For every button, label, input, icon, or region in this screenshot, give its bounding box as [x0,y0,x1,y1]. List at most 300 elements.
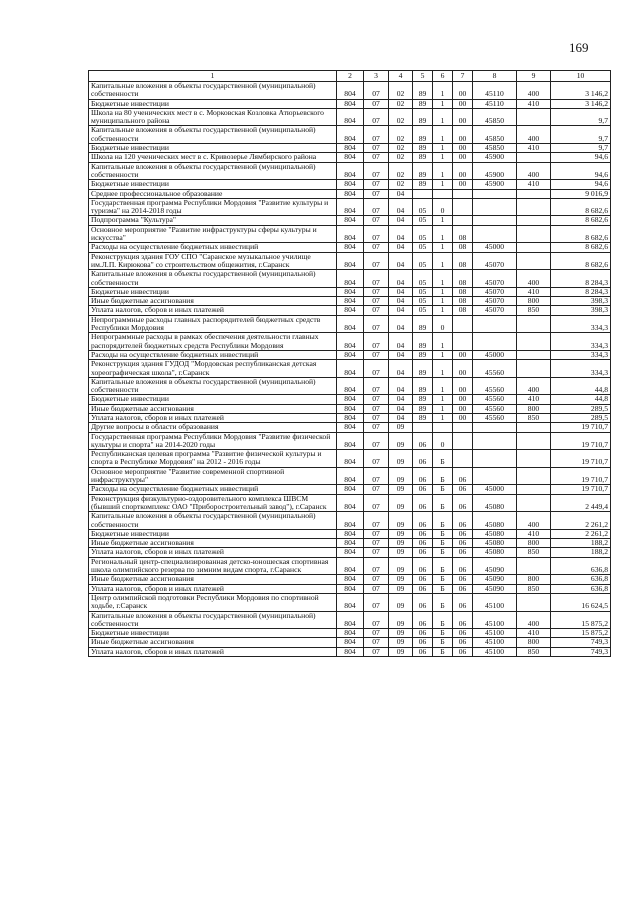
row-code-cell [517,593,551,611]
row-amount-cell: 2 261,2 [551,512,611,530]
row-code-cell: 804 [337,485,364,494]
row-code-cell: 07 [364,153,389,162]
table-row [89,162,611,180]
row-code-cell: 804 [337,584,364,593]
row-code-cell: 00 [453,350,473,359]
row-amount-cell: 94,6 [551,180,611,189]
row-name-cell: Иные бюджетные ассигнования [89,297,337,306]
row-code-cell: 08 [453,297,473,306]
row-code-cell: 05 [413,297,433,306]
row-code-cell: 06 [453,485,473,494]
row-code-cell: Б [433,611,453,629]
row-code-cell: 06 [413,647,433,656]
table-row [89,315,611,333]
row-code-cell: 07 [364,494,389,512]
row-code-cell: 05 [413,252,433,270]
row-code-cell: 09 [389,647,413,656]
row-code-cell: 1 [433,270,453,288]
row-code-cell: 804 [337,638,364,647]
row-code-cell: 00 [453,404,473,413]
row-code-cell: 804 [337,413,364,422]
row-code-cell: 09 [389,611,413,629]
row-code-cell: Б [433,485,453,494]
row-code-cell: 06 [413,494,433,512]
row-amount-cell: 19 710,7 [551,423,611,432]
row-code-cell: Б [433,584,453,593]
table-row [89,423,611,432]
row-amount-cell: 8 682,6 [551,252,611,270]
row-name-cell: Бюджетные инвестиции [89,395,337,404]
row-amount-cell: 2 449,4 [551,494,611,512]
row-code-cell: 89 [413,162,433,180]
row-code-cell: 07 [364,467,389,485]
row-code-cell: 45070 [473,306,517,315]
row-code-cell: 800 [517,539,551,548]
row-code-cell: 45900 [473,162,517,180]
row-name-cell: Республиканская целевая программа "Развитие физической культуры и спорта в Республике Мордовия" на 2012 - 2016 годы [89,450,337,468]
row-amount-cell: 94,6 [551,162,611,180]
table-row [89,593,611,611]
row-code-cell: 07 [364,180,389,189]
row-code-cell: 08 [453,243,473,252]
table-row [89,395,611,404]
row-code-cell: 0 [433,315,453,333]
row-code-cell: 04 [389,377,413,395]
row-code-cell: 804 [337,99,364,108]
row-amount-cell: 636,8 [551,557,611,575]
row-code-cell: 00 [453,82,473,100]
row-code-cell: 02 [389,144,413,153]
row-code-cell [517,225,551,243]
table-row [89,485,611,494]
row-code-cell: 89 [413,180,433,189]
row-code-cell: 08 [453,306,473,315]
row-code-cell: 04 [389,189,413,198]
row-code-cell: 04 [389,360,413,378]
row-code-cell: 04 [389,243,413,252]
row-code-cell: 05 [413,306,433,315]
row-code-cell: 45080 [473,529,517,538]
row-code-cell: 850 [517,413,551,422]
row-code-cell: 06 [413,529,433,538]
row-code-cell [453,198,473,216]
row-name-cell: Государственная программа Республики Мордовия "Развитие физической культуры и спорта" на 2014-2020 годы [89,432,337,450]
row-code-cell: Б [433,557,453,575]
row-code-cell: 45850 [473,144,517,153]
row-code-cell: 00 [453,144,473,153]
row-amount-cell: 636,8 [551,575,611,584]
row-amount-cell: 44,8 [551,395,611,404]
row-amount-cell: 19 710,7 [551,485,611,494]
table-row [89,243,611,252]
row-code-cell: 09 [389,450,413,468]
row-code-cell: 410 [517,629,551,638]
row-code-cell: 09 [389,557,413,575]
row-code-cell: 09 [389,512,413,530]
row-name-cell: Уплата налогов, сборов и иных платежей [89,413,337,422]
row-code-cell: 07 [364,360,389,378]
row-code-cell: 804 [337,539,364,548]
row-amount-cell: 188,2 [551,539,611,548]
table-row [89,252,611,270]
row-code-cell [413,189,433,198]
row-code-cell: 1 [433,404,453,413]
row-code-cell: 09 [389,432,413,450]
row-code-cell: 08 [453,287,473,296]
col-header: 7 [453,71,473,82]
row-code-cell: 1 [433,297,453,306]
row-code-cell: Б [433,494,453,512]
row-name-cell: Непрограммные расходы главных распорядителей бюджетных средств Республики Мордовия [89,315,337,333]
row-code-cell: 05 [413,225,433,243]
row-name-cell: Бюджетные инвестиции [89,180,337,189]
table-row [89,467,611,485]
col-header: 1 [89,71,337,82]
row-code-cell: 00 [453,180,473,189]
row-code-cell: 89 [413,404,433,413]
row-code-cell: 09 [389,539,413,548]
row-code-cell [517,467,551,485]
row-code-cell: 400 [517,377,551,395]
row-code-cell: 09 [389,638,413,647]
row-code-cell: 0 [433,198,453,216]
row-code-cell: 07 [364,287,389,296]
row-name-cell: Расходы на осуществление бюджетных инвестиций [89,485,337,494]
row-code-cell: 07 [364,225,389,243]
row-code-cell: 804 [337,153,364,162]
row-amount-cell: 334,3 [551,350,611,359]
row-code-cell [517,189,551,198]
row-amount-cell: 8 682,6 [551,243,611,252]
row-code-cell: 89 [413,360,433,378]
row-code-cell: 1 [433,126,453,144]
row-code-cell: 06 [413,432,433,450]
table-row [89,512,611,530]
row-code-cell: 804 [337,216,364,225]
row-code-cell: 06 [413,629,433,638]
table-row [89,377,611,395]
row-code-cell: 07 [364,548,389,557]
row-code-cell: 06 [453,611,473,629]
table-row [89,198,611,216]
row-amount-cell: 16 624,5 [551,593,611,611]
row-code-cell: 06 [413,638,433,647]
row-code-cell: 400 [517,162,551,180]
row-code-cell: 804 [337,252,364,270]
row-code-cell: 04 [389,225,413,243]
row-name-cell: Иные бюджетные ассигнования [89,539,337,548]
row-code-cell [473,315,517,333]
page-number: 169 [569,40,589,55]
row-code-cell [517,450,551,468]
row-code-cell [517,360,551,378]
row-code-cell: 410 [517,144,551,153]
row-code-cell: 06 [413,485,433,494]
row-code-cell: 07 [364,252,389,270]
row-code-cell: 1 [433,360,453,378]
row-code-cell: 05 [413,198,433,216]
row-code-cell: 07 [364,189,389,198]
row-name-cell: Уплата налогов, сборов и иных платежей [89,306,337,315]
row-code-cell: 07 [364,108,389,126]
row-code-cell: 09 [389,529,413,538]
row-code-cell [473,467,517,485]
table-row [89,360,611,378]
row-code-cell [473,225,517,243]
row-code-cell: 04 [389,350,413,359]
row-code-cell: 804 [337,557,364,575]
table-body [89,82,611,657]
table-row [89,306,611,315]
table-row [89,557,611,575]
row-code-cell: Б [433,638,453,647]
row-code-cell: 89 [413,315,433,333]
row-code-cell: 04 [389,198,413,216]
col-header: 9 [517,71,551,82]
row-code-cell: 00 [453,360,473,378]
row-code-cell: 00 [453,395,473,404]
row-name-cell: Иные бюджетные ассигнования [89,638,337,647]
row-code-cell: 09 [389,485,413,494]
row-amount-cell: 188,2 [551,548,611,557]
table-row [89,575,611,584]
row-code-cell: Б [433,467,453,485]
row-code-cell [453,189,473,198]
row-code-cell: 804 [337,108,364,126]
table-row [89,548,611,557]
row-amount-cell: 15 875,2 [551,611,611,629]
row-code-cell [517,243,551,252]
row-amount-cell: 9,7 [551,144,611,153]
row-amount-cell: 9,7 [551,126,611,144]
row-code-cell: 45000 [473,485,517,494]
row-code-cell: 04 [389,413,413,422]
table-row [89,539,611,548]
row-code-cell: 07 [364,82,389,100]
row-code-cell: 09 [389,548,413,557]
row-code-cell: Б [433,593,453,611]
row-code-cell: 06 [453,548,473,557]
table-row [89,638,611,647]
row-code-cell: 45070 [473,297,517,306]
row-code-cell: 07 [364,575,389,584]
row-name-cell: Основное мероприятие "Развитие современной спортивной инфраструктуры" [89,467,337,485]
row-code-cell: 89 [413,82,433,100]
row-code-cell: 804 [337,494,364,512]
row-amount-cell: 9,7 [551,108,611,126]
row-code-cell [433,189,453,198]
row-code-cell: 804 [337,82,364,100]
row-code-cell [453,315,473,333]
row-amount-cell: 398,3 [551,297,611,306]
row-code-cell: 850 [517,584,551,593]
table-row [89,287,611,296]
row-amount-cell: 3 146,2 [551,99,611,108]
row-code-cell: 45560 [473,413,517,422]
row-code-cell: 07 [364,512,389,530]
row-code-cell: 07 [364,315,389,333]
row-code-cell: 04 [389,270,413,288]
row-code-cell: 410 [517,99,551,108]
row-code-cell: 08 [453,270,473,288]
row-code-cell: 02 [389,126,413,144]
row-code-cell: 02 [389,82,413,100]
row-code-cell [517,315,551,333]
row-code-cell: 804 [337,180,364,189]
row-code-cell: 45100 [473,638,517,647]
row-name-cell: Среднее профессиональное образование [89,189,337,198]
row-code-cell: 06 [413,450,433,468]
budget-table [88,70,611,657]
row-name-cell: Капитальные вложения в объекты государственной (муниципальной) собственности [89,162,337,180]
row-code-cell: 1 [433,99,453,108]
table-row [89,413,611,422]
row-code-cell: Б [433,629,453,638]
col-header: 2 [337,71,364,82]
row-code-cell: 45850 [473,108,517,126]
row-name-cell: Расходы на осуществление бюджетных инвестиций [89,243,337,252]
row-code-cell: 804 [337,432,364,450]
row-code-cell: 804 [337,647,364,656]
row-code-cell: 804 [337,350,364,359]
table-row [89,180,611,189]
row-code-cell: 1 [433,243,453,252]
row-code-cell: 804 [337,287,364,296]
row-code-cell: 07 [364,485,389,494]
row-code-cell [517,494,551,512]
row-code-cell: 45090 [473,557,517,575]
row-code-cell: 07 [364,333,389,351]
row-code-cell [517,252,551,270]
row-code-cell: 00 [453,153,473,162]
row-code-cell: 804 [337,360,364,378]
row-code-cell: 07 [364,593,389,611]
row-code-cell: 07 [364,162,389,180]
row-code-cell: 07 [364,377,389,395]
row-code-cell: 45900 [473,153,517,162]
row-code-cell: 89 [413,126,433,144]
row-code-cell: 804 [337,467,364,485]
row-code-cell: 800 [517,638,551,647]
table-row [89,333,611,351]
row-name-cell: Уплата налогов, сборов и иных платежей [89,647,337,656]
table-row [89,297,611,306]
row-code-cell: 804 [337,529,364,538]
table-row [89,350,611,359]
row-code-cell: 04 [389,287,413,296]
row-name-cell: Бюджетные инвестиции [89,287,337,296]
row-amount-cell: 749,3 [551,647,611,656]
row-code-cell: 804 [337,126,364,144]
row-code-cell: 07 [364,638,389,647]
row-name-cell: Реконструкция здания ГУДОД "Мордовская республиканская детская хореографическая школа", г.Саранск [89,360,337,378]
row-name-cell: Расходы на осуществление бюджетных инвестиций [89,350,337,359]
row-code-cell: 1 [433,287,453,296]
row-code-cell [473,216,517,225]
row-code-cell: 804 [337,306,364,315]
row-name-cell: Государственная программа Республики Мордовия "Развитие культуры и туризма" на 2014-2018 годы [89,198,337,216]
row-code-cell: 804 [337,611,364,629]
row-code-cell: 07 [364,611,389,629]
row-code-cell: 00 [453,377,473,395]
row-amount-cell: 8 284,3 [551,287,611,296]
row-code-cell [473,198,517,216]
row-code-cell: 0 [433,432,453,450]
row-code-cell: 89 [413,153,433,162]
row-code-cell: 07 [364,297,389,306]
row-name-cell: Иные бюджетные ассигнования [89,404,337,413]
table-row [89,99,611,108]
row-code-cell [517,198,551,216]
row-amount-cell: 289,5 [551,404,611,413]
row-code-cell: 07 [364,413,389,422]
row-code-cell: 89 [413,377,433,395]
row-code-cell: 804 [337,297,364,306]
row-code-cell: Б [433,575,453,584]
row-code-cell: 07 [364,198,389,216]
row-name-cell: Уплата налогов, сборов и иных платежей [89,548,337,557]
row-name-cell: Капитальные вложения в объекты государственной (муниципальной) собственности [89,82,337,100]
row-code-cell: 07 [364,144,389,153]
col-header: 3 [364,71,389,82]
row-code-cell: 400 [517,512,551,530]
table-row [89,404,611,413]
row-amount-cell: 2 261,2 [551,529,611,538]
row-code-cell: 07 [364,350,389,359]
row-amount-cell: 3 146,2 [551,82,611,100]
row-name-cell: Бюджетные инвестиции [89,144,337,153]
row-code-cell: 07 [364,432,389,450]
row-code-cell: 804 [337,629,364,638]
row-code-cell: 850 [517,548,551,557]
row-code-cell: 06 [413,611,433,629]
table-row [89,270,611,288]
row-name-cell: Бюджетные инвестиции [89,629,337,638]
row-code-cell: 45100 [473,593,517,611]
row-code-cell: 09 [389,494,413,512]
row-code-cell: 02 [389,108,413,126]
row-code-cell: 800 [517,575,551,584]
row-code-cell: 800 [517,297,551,306]
row-code-cell: 45100 [473,629,517,638]
table-row [89,189,611,198]
row-code-cell: 07 [364,306,389,315]
row-code-cell: 400 [517,82,551,100]
row-code-cell: Б [433,647,453,656]
row-code-cell: 804 [337,377,364,395]
row-code-cell: 00 [453,126,473,144]
row-code-cell: 45110 [473,99,517,108]
row-name-cell: Реконструкция физкультурно-оздоровительного комплекса ШВСМ (бывший спорткомплекс ОАО "Приборостроительный завод"), г.Саранск [89,494,337,512]
row-code-cell: 04 [389,297,413,306]
row-code-cell: 06 [453,638,473,647]
row-code-cell: 07 [364,404,389,413]
row-code-cell: 400 [517,611,551,629]
table-row [89,629,611,638]
row-code-cell: 06 [413,548,433,557]
row-code-cell: 1 [433,144,453,153]
row-code-cell: Б [433,539,453,548]
row-code-cell: 02 [389,180,413,189]
row-code-cell: 45080 [473,548,517,557]
row-code-cell: 410 [517,180,551,189]
row-code-cell: 06 [453,529,473,538]
row-amount-cell: 19 710,7 [551,450,611,468]
row-code-cell [473,450,517,468]
row-code-cell: 07 [364,270,389,288]
row-code-cell: 1 [433,108,453,126]
row-name-cell: Другие вопросы в области образования [89,423,337,432]
